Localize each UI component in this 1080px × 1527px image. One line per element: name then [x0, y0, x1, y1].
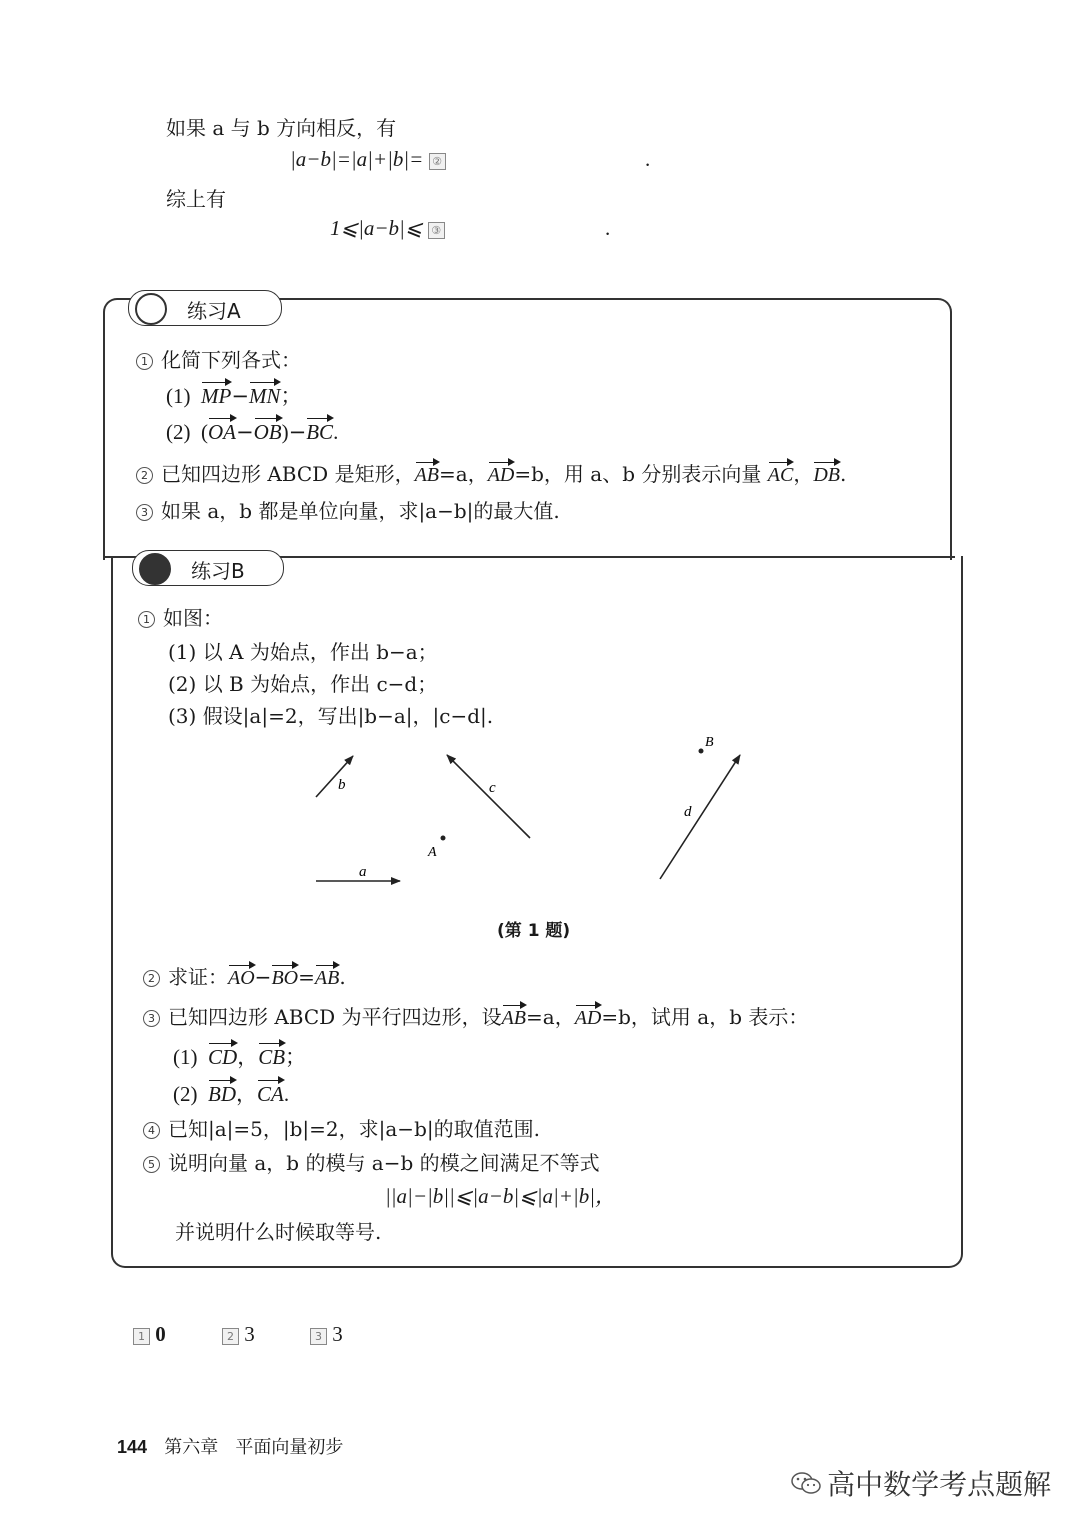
- practice-a-tag: [128, 290, 282, 326]
- practice-b-q1-3: (3) 假设|a|=2，写出|b−a|，|c−d|.: [168, 704, 494, 728]
- vector-mp: MP: [201, 384, 232, 408]
- exercise-icon: [139, 553, 171, 585]
- vector-mn: MN: [248, 384, 281, 408]
- vector-ab: AB: [314, 967, 340, 989]
- watermark: [790, 1463, 1051, 1503]
- watermark-text: 高中数学考点题解: [827, 1468, 1052, 1501]
- vector-ca: CA: [257, 1082, 284, 1106]
- answer-box: 1: [133, 1328, 150, 1345]
- vector-bc: BC: [306, 420, 334, 444]
- answer-3: [310, 1322, 343, 1347]
- subquestion-number: (1): [173, 1045, 198, 1069]
- answer-blank-box: ③: [428, 222, 445, 239]
- vector-ab: AB: [414, 464, 440, 486]
- practice-a-q2-pre: 已知四边形 ABCD 是矩形，: [161, 462, 415, 486]
- practice-a-q3: [136, 495, 560, 524]
- equation-opposite-lhs: |a−b|=|a|+|b|=: [290, 147, 424, 171]
- answer-value: 3: [244, 1322, 255, 1346]
- vector-db: DB: [813, 464, 840, 486]
- point-a: [441, 836, 446, 841]
- practice-b-q1-2: (2) 以 B 为始点，作出 c−d；: [168, 672, 438, 696]
- answer-1: [133, 1322, 166, 1347]
- answer-box: 3: [310, 1328, 327, 1345]
- exercise-icon: [135, 293, 167, 325]
- practice-a-q2: 2 已知四边形 ABCD 是矩形，AB=a，AD=b，用 a、b 分别表示向量 AC，DB.: [136, 458, 846, 487]
- vector-b-arrow: [316, 756, 353, 797]
- vector-c-arrow: [447, 755, 530, 838]
- question-number: 1: [136, 353, 153, 370]
- practice-a-q1-text: 化简下列各式：: [161, 348, 301, 372]
- answer-value: 3: [332, 1322, 343, 1346]
- page-footer: [117, 1433, 343, 1459]
- practice-b-q2-pre: 求证：: [168, 965, 228, 989]
- answer-blank-box: ②: [429, 153, 446, 170]
- question-number: 3: [136, 504, 153, 521]
- vector-ao: AO: [228, 967, 255, 989]
- page-number: 144: [117, 1437, 148, 1457]
- subquestion-number: (1): [166, 384, 191, 408]
- practice-b-q1: [138, 602, 223, 631]
- practice-a-q2-mid2: =b，用 a、b 分别表示向量: [514, 462, 762, 486]
- point-b: [699, 749, 704, 754]
- label-point-a: A: [428, 845, 437, 860]
- question-number: 1: [138, 611, 155, 628]
- subquestion-number: (2): [173, 1082, 198, 1106]
- practice-b-q3-1: (1) CD，CB；: [173, 1045, 307, 1069]
- vector-figure: [300, 725, 760, 900]
- chapter-title: 平面向量初步: [235, 1437, 344, 1458]
- label-a: a: [359, 864, 367, 880]
- chapter-label: 第六章: [164, 1437, 219, 1458]
- vector-ob: OB: [253, 420, 282, 444]
- vector-ad: AD: [487, 464, 515, 486]
- practice-b-q4: [143, 1113, 540, 1142]
- question-number: 3: [143, 1010, 160, 1027]
- text-line-opposite-direction: 如果 a 与 b 方向相反，有: [166, 116, 397, 140]
- practice-b-q1-text: 如图：: [163, 606, 223, 630]
- practice-b-q5-text: 说明向量 a，b 的模与 a−b 的模之间满足不等式: [168, 1151, 600, 1175]
- vector-cb: CB: [258, 1045, 286, 1069]
- practice-b-q5-tail: 并说明什么时候取等号.: [175, 1220, 382, 1244]
- equation-range-lhs: 1⩽|a−b|⩽: [330, 216, 423, 240]
- practice-b-title: 练习B: [191, 559, 245, 583]
- subquestion-number: (2): [166, 420, 191, 444]
- practice-b-q3: [143, 1001, 808, 1030]
- practice-b-q5: [143, 1147, 600, 1176]
- label-c: c: [489, 780, 496, 796]
- vector-bd: BD: [208, 1082, 236, 1106]
- answer-2: [222, 1322, 255, 1347]
- equation-range: [330, 216, 445, 241]
- practice-b-q3-2: (2) BD，CA.: [173, 1082, 290, 1106]
- practice-b-q4-text: 已知|a|=5，|b|=2，求|a−b|的取值范围.: [168, 1117, 540, 1141]
- label-d: d: [684, 804, 692, 820]
- vector-oa: OA: [208, 420, 236, 444]
- vector-bo: BO: [271, 967, 299, 989]
- practice-a-q2-mid1: =a，: [439, 462, 488, 486]
- vector-ab: AB: [501, 1007, 527, 1029]
- practice-a-q1: [136, 344, 301, 373]
- label-b: b: [338, 777, 346, 793]
- wechat-icon: [790, 1470, 822, 1496]
- practice-b-q3-pre: 已知四边形 ABCD 为平行四边形，设: [168, 1005, 502, 1029]
- practice-a-q1-2: (2) (OA−OB)−BC.: [166, 420, 339, 444]
- practice-b-q3-mid2: =b，试用 a，b 表示：: [601, 1005, 809, 1029]
- vector-ad: AD: [574, 1007, 602, 1029]
- answer-value: 0: [155, 1322, 166, 1346]
- equation-period: .: [605, 216, 611, 240]
- practice-a-title: 练习A: [187, 299, 241, 323]
- vector-ac: AC: [767, 464, 794, 486]
- practice-b-q3-mid1: =a，: [526, 1005, 575, 1029]
- equation-period: .: [645, 147, 651, 171]
- label-point-b: B: [705, 735, 714, 750]
- vector-d-arrow: [660, 755, 740, 879]
- practice-a-q3-text: 如果 a，b 都是单位向量，求|a−b|的最大值.: [161, 499, 560, 523]
- inequality-formula: [385, 1180, 616, 1210]
- practice-b-q2: 2 求证：AO−BO=AB.: [143, 961, 346, 990]
- practice-b-q1-1: (1) 以 A 为始点，作出 b−a；: [168, 640, 438, 664]
- question-number: 2: [136, 467, 153, 484]
- vector-cd: CD: [208, 1045, 238, 1069]
- question-number: 4: [143, 1122, 160, 1139]
- question-number: 2: [143, 970, 160, 987]
- text-line-summary: 综上有: [166, 187, 226, 211]
- inequality-formula-text: ||a|−|b||⩽|a−b|⩽|a|+|b|，: [385, 1184, 616, 1208]
- answer-box: 2: [222, 1328, 239, 1345]
- question-number: 5: [143, 1156, 160, 1173]
- equation-opposite: [290, 147, 446, 172]
- practice-a-q1-1: (1) MP−MN；: [166, 384, 302, 408]
- figure-caption: (第 1 题): [497, 921, 571, 941]
- practice-b-tag: [132, 550, 284, 586]
